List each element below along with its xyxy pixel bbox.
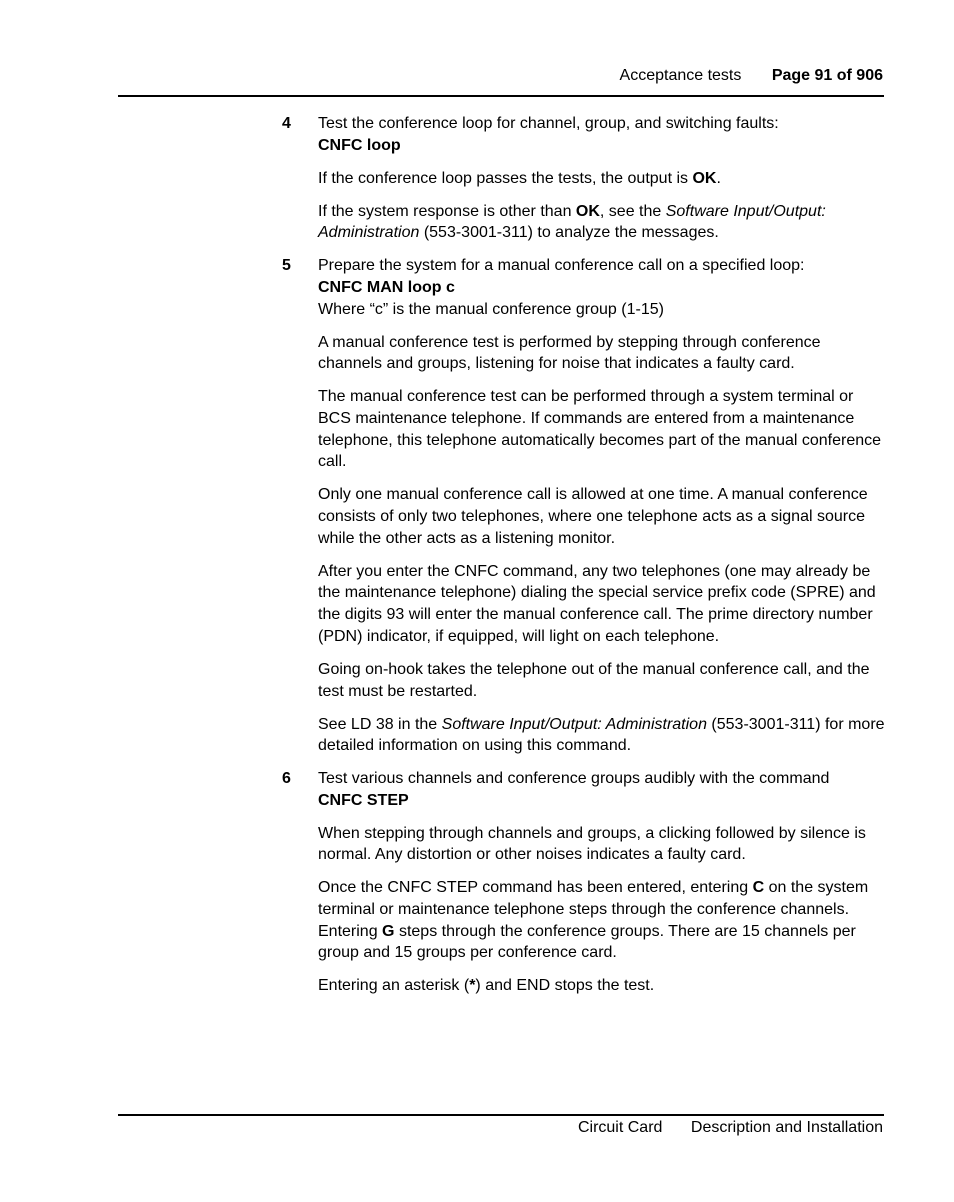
bold-text: OK [575, 202, 600, 220]
text: on the system terminal or maintenance telephone steps through the conference channels. Entering [318, 879, 869, 940]
step-command: CNFC STEP [318, 791, 409, 809]
paragraph [318, 975, 886, 997]
text: (553-3001-311) to analyze the messages. [419, 224, 719, 242]
step-5 [282, 255, 886, 757]
step-6 [282, 768, 886, 997]
step-command: CNFC MAN loop c [318, 278, 455, 296]
step-number: 4 [282, 115, 291, 132]
paragraph: The manual conference test can be performed through a system terminal or BCS maintenance telephone. If commands are entered from a maintenance telephone, this telephone automatically becomes part of the manual conference call. [318, 388, 882, 471]
paragraph: A manual conference test is performed by stepping through conference channels and groups, listening for noise that indicates a faulty card. [318, 333, 821, 373]
step-intro [318, 768, 886, 811]
step-command: CNFC loop [318, 136, 401, 154]
text: If the system response is other than [318, 202, 576, 220]
document-title-reference: Software Input/Output: Administration [318, 202, 826, 242]
text: See LD 38 in the [318, 715, 442, 733]
procedure-content [282, 113, 886, 997]
text: Once the CNFC STEP command has been entered, entering [318, 879, 753, 897]
text: (553-3001-311) for more detailed information on using this command. [318, 715, 885, 755]
text: ) and END stops the test. [475, 977, 655, 995]
text: , see the [599, 202, 666, 220]
footer-document-name: Circuit Card [577, 1119, 663, 1136]
footer-document-subtitle: Description and Installation [690, 1119, 883, 1136]
text: steps through the conference groups. There are 15 channels per group and 15 groups per conference card. [318, 922, 856, 962]
header-section-title: Acceptance tests [619, 67, 742, 84]
paragraph: Only one manual conference call is allowed at one time. A manual conference consists of only two telephones, where one telephone acts as a signal source while the other acts as a listening monitor. [318, 486, 868, 547]
step-intro-text: Test the conference loop for channel, group, and switching faults: [318, 115, 779, 132]
bold-text: C [752, 879, 765, 897]
step-number: 5 [282, 257, 291, 275]
step-4 [282, 113, 886, 244]
paragraph [318, 201, 886, 244]
paragraph [318, 877, 886, 964]
page-footer [578, 1118, 883, 1138]
step-intro-text: Prepare the system for a manual conference call on a specified loop: [318, 257, 805, 275]
command-parameter-note: Where “c” is the manual conference group (1-15) [318, 300, 664, 318]
paragraph: When stepping through channels and groups, a clicking followed by silence is normal. Any distortion or other noises indicates a faulty card. [318, 824, 866, 864]
text: . [716, 169, 721, 187]
paragraph [318, 714, 886, 757]
text: Entering an asterisk ( [318, 977, 470, 995]
header-rule [118, 95, 884, 97]
document-title-reference: Software Input/Output: Administration [441, 715, 707, 733]
footer-rule [118, 1114, 884, 1116]
bold-text: G [382, 922, 395, 940]
paragraph [318, 168, 886, 190]
page-header [620, 66, 883, 86]
step-intro [318, 255, 886, 320]
step-intro-text: Test various channels and conference groups audibly with the command [318, 769, 830, 787]
bold-text: * [469, 977, 476, 995]
header-page-number: Page 91 of 906 [771, 67, 883, 84]
paragraph: After you enter the CNFC command, any two telephones (one may already be the maintenance telephone) dialing the special service prefix code (SPRE) and the digits 93 will enter the manual conference call. The prime directory number (PDN) indicator, if equipped, will light on each telephone. [318, 562, 876, 645]
step-intro [318, 113, 886, 156]
bold-text: OK [692, 169, 717, 187]
paragraph: Going on-hook takes the telephone out of the manual conference call, and the test must be restarted. [318, 660, 870, 700]
text: If the conference loop passes the tests, the output is [318, 169, 693, 187]
step-number: 6 [282, 769, 291, 787]
